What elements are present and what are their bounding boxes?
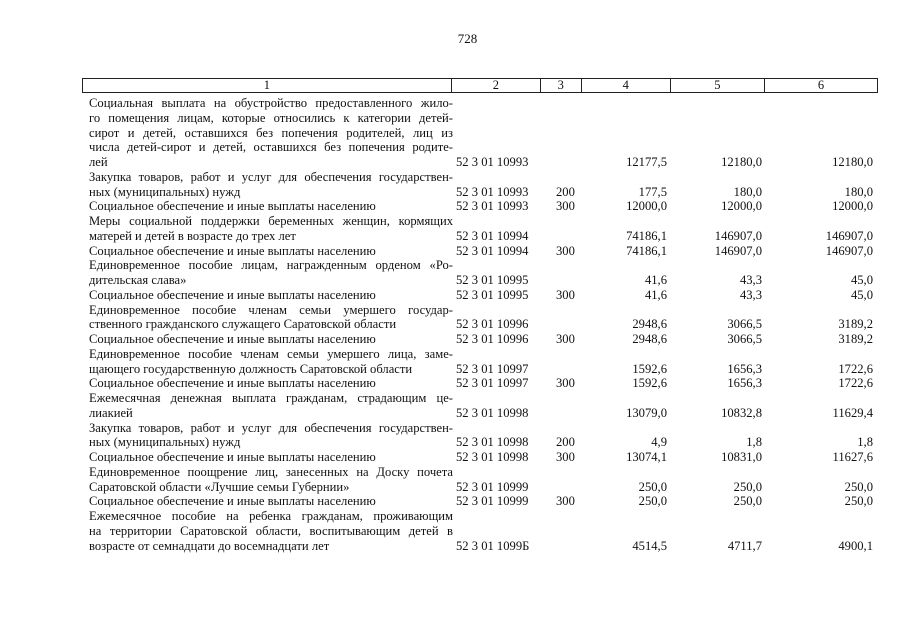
- row-code: 52 3 01 10994: [456, 243, 529, 258]
- description-line: Саратовской области «Лучшие семьи Губернии»: [89, 479, 350, 494]
- row-value-col6: 1722,6: [838, 376, 873, 391]
- row-value-col5: 4711,7: [727, 538, 762, 553]
- row-value-col6: 146907,0: [825, 243, 873, 258]
- row-description: [82, 421, 453, 451]
- table-row: [82, 509, 878, 553]
- description-line: на территории Саратовской области, воспитывающим детей в: [89, 523, 453, 538]
- row-code: 52 3 01 10998: [456, 405, 529, 420]
- row-description: [82, 96, 453, 170]
- row-value-col6: 45,0: [850, 273, 873, 287]
- row-description: [82, 303, 453, 333]
- description-line: щающего государственную должность Саратовской области: [89, 361, 413, 376]
- row-expense-type: 300: [556, 450, 575, 464]
- table-row: [82, 170, 878, 200]
- row-value-col4: 74186,1: [626, 228, 667, 243]
- row-code: 52 3 01 10998: [456, 450, 529, 464]
- row-value-col6: 3189,2: [838, 332, 873, 346]
- row-description: [82, 288, 453, 303]
- row-description: [82, 376, 453, 391]
- table-row: [82, 465, 878, 495]
- row-expense-type: 300: [556, 287, 575, 302]
- description-line: Социальное обеспечение и иные выплаты населению: [89, 450, 376, 464]
- row-code: 52 3 01 10995: [456, 273, 529, 287]
- row-value-col5: 10832,8: [721, 405, 762, 420]
- table-row: [82, 244, 878, 259]
- description-line: ственного гражданского служащего Саратовской области: [89, 317, 397, 332]
- row-value-col4: 1592,6: [632, 376, 667, 391]
- row-expense-type: 300: [556, 376, 575, 391]
- row-value-col5: 12000,0: [721, 199, 762, 214]
- header-col-2: 2: [451, 79, 540, 92]
- row-value-col6: 146907,0: [825, 228, 873, 243]
- row-expense-type: 300: [556, 494, 575, 509]
- description-line: Ежемесячное пособие на ребенка гражданам, проживающим: [89, 509, 453, 523]
- row-value-col6: 12000,0: [832, 199, 873, 214]
- row-value-col4: 2948,6: [632, 317, 667, 332]
- row-value-col4: 41,6: [644, 287, 667, 302]
- row-expense-type: 300: [556, 199, 575, 214]
- row-value-col4: 250,0: [638, 494, 667, 509]
- table-row: [82, 332, 878, 347]
- table-row: [82, 421, 878, 451]
- row-description: [82, 391, 453, 421]
- table-row: [82, 199, 878, 214]
- description-line: Единовременное поощрение лиц, занесенных на Доску почета: [89, 464, 453, 479]
- row-value-col5: 250,0: [733, 494, 762, 509]
- row-code: 52 3 01 10996: [456, 317, 529, 332]
- row-value-col4: 12177,5: [626, 155, 667, 169]
- budget-table: [82, 78, 878, 553]
- description-line: Социальное обеспечение и иные выплаты населению: [89, 376, 376, 391]
- row-value-col5: 3066,5: [727, 317, 762, 332]
- description-line: возрасте от семнадцати до восемнадцати лет: [89, 538, 330, 553]
- row-value-col4: 13079,0: [626, 405, 667, 420]
- row-expense-type: 200: [556, 435, 575, 450]
- table-row: [82, 376, 878, 391]
- row-value-col6: 12180,0: [832, 155, 873, 169]
- table-row: [82, 96, 878, 170]
- description-line: Социальное обеспечение и иные выплаты населению: [89, 199, 376, 214]
- row-value-col4: 41,6: [644, 273, 667, 287]
- row-code: 52 3 01 10997: [456, 361, 529, 376]
- header-col-6: 6: [764, 79, 877, 92]
- row-value-col4: 177,5: [638, 184, 667, 199]
- row-description: [82, 199, 453, 214]
- row-value-col4: 4,9: [651, 435, 667, 450]
- row-expense-type: 300: [556, 243, 575, 258]
- row-expense-type: 200: [556, 184, 575, 199]
- description-line: ных (муниципальных) нужд: [89, 435, 241, 450]
- table-row: [82, 450, 878, 465]
- description-line: Единовременное пособие членам семьи умершего государ-: [89, 302, 453, 317]
- row-code: 52 3 01 10993: [456, 155, 529, 169]
- description-line: Социальное обеспечение и иные выплаты населению: [89, 494, 376, 509]
- description-line: ных (муниципальных) нужд: [89, 184, 241, 199]
- row-description: [82, 450, 453, 465]
- row-value-col5: 3066,5: [727, 332, 762, 346]
- row-description: [82, 509, 453, 553]
- row-value-col6: 1,8: [857, 435, 873, 450]
- row-value-col5: 12180,0: [721, 155, 762, 169]
- row-value-col5: 10831,0: [721, 450, 762, 464]
- header-col-4: 4: [581, 79, 670, 92]
- table-row: [82, 288, 878, 303]
- description-line: Социальное обеспечение и иные выплаты населению: [89, 332, 376, 346]
- row-code: 52 3 01 10999: [456, 494, 529, 509]
- description-line: Единовременное пособие членам семьи умершего лица, заме-: [89, 346, 453, 361]
- row-value-col5: 43,3: [739, 273, 762, 287]
- description-line: лей: [89, 155, 108, 169]
- description-line: Единовременное пособие лицам, награжденным орденом «Ро-: [89, 258, 453, 273]
- table-row: [82, 391, 878, 421]
- row-description: [82, 170, 453, 200]
- table-row: [82, 258, 878, 288]
- row-code: 52 3 01 10994: [456, 228, 529, 243]
- row-code: 52 3 01 10999: [456, 479, 529, 494]
- row-code: 52 3 01 10993: [456, 184, 529, 199]
- row-value-col5: 180,0: [733, 184, 762, 199]
- row-code: 52 3 01 10997: [456, 376, 529, 391]
- description-line: го помещения лицам, которые относились к категории детей-: [89, 110, 453, 125]
- row-value-col6: 250,0: [844, 494, 873, 509]
- row-value-col4: 13074,1: [626, 450, 667, 464]
- row-expense-type: 300: [556, 332, 575, 346]
- row-value-col5: 250,0: [733, 479, 762, 494]
- description-line: Ежемесячная денежная выплата гражданам, страдающим це-: [89, 391, 453, 405]
- row-value-col5: 146907,0: [714, 228, 762, 243]
- description-line: Закупка товаров, работ и услуг для обеспечения государствен-: [89, 420, 453, 435]
- description-line: лиакией: [89, 405, 133, 420]
- row-value-col4: 250,0: [638, 479, 667, 494]
- row-value-col6: 11627,6: [832, 450, 873, 464]
- description-line: дительская слава»: [89, 273, 187, 287]
- description-line: Социальная выплата на обустройство предоставленного жило-: [89, 96, 453, 110]
- row-description: [82, 347, 453, 377]
- table-row: [82, 347, 878, 377]
- row-value-col5: 1,8: [746, 435, 762, 450]
- row-description: [82, 258, 453, 288]
- description-line: Социальное обеспечение и иные выплаты населению: [89, 243, 376, 258]
- row-value-col6: 11629,4: [832, 405, 873, 420]
- row-description: [82, 332, 453, 347]
- row-value-col6: 4900,1: [838, 538, 873, 553]
- row-value-col4: 74186,1: [626, 243, 667, 258]
- header-col-5: 5: [670, 79, 764, 92]
- row-value-col4: 12000,0: [626, 199, 667, 214]
- description-line: Закупка товаров, работ и услуг для обеспечения государствен-: [89, 169, 453, 184]
- description-line: числа детей-сирот и детей, оставшихся без попечения родите-: [89, 140, 453, 155]
- table-body: [82, 93, 878, 553]
- table-row: [82, 303, 878, 333]
- row-description: [82, 465, 453, 495]
- row-value-col4: 2948,6: [632, 332, 667, 346]
- row-value-col6: 3189,2: [838, 317, 873, 332]
- row-code: 52 3 01 10993: [456, 199, 529, 214]
- row-description: [82, 214, 453, 244]
- table-row: [82, 214, 878, 244]
- table-row: [82, 494, 878, 509]
- row-description: [82, 244, 453, 259]
- row-value-col6: 45,0: [850, 287, 873, 302]
- row-value-col4: 1592,6: [632, 361, 667, 376]
- page-number: 728: [457, 31, 478, 46]
- header-col-3: 3: [540, 79, 581, 92]
- row-value-col4: 4514,5: [632, 538, 667, 553]
- row-code: 52 3 01 10995: [456, 287, 529, 302]
- row-code: 52 3 01 1099Б: [456, 538, 530, 553]
- row-value-col5: 43,3: [739, 287, 762, 302]
- row-description: [82, 494, 453, 509]
- header-col-1: 1: [263, 78, 270, 92]
- row-value-col6: 250,0: [844, 479, 873, 494]
- row-value-col5: 1656,3: [727, 376, 762, 391]
- row-code: 52 3 01 10996: [456, 332, 529, 346]
- description-line: Меры социальной поддержки беременных женщин, кормящих: [89, 214, 453, 228]
- row-value-col6: 1722,6: [838, 361, 873, 376]
- row-code: 52 3 01 10998: [456, 435, 529, 450]
- description-line: сирот и детей, оставшихся без попечения родителей, лиц из: [89, 125, 453, 140]
- table-header-row: [82, 78, 878, 93]
- row-value-col5: 146907,0: [714, 243, 762, 258]
- description-line: Социальное обеспечение и иные выплаты населению: [89, 287, 376, 302]
- row-value-col6: 180,0: [844, 184, 873, 199]
- row-value-col5: 1656,3: [727, 361, 762, 376]
- description-line: матерей и детей в возрасте до трех лет: [89, 228, 296, 243]
